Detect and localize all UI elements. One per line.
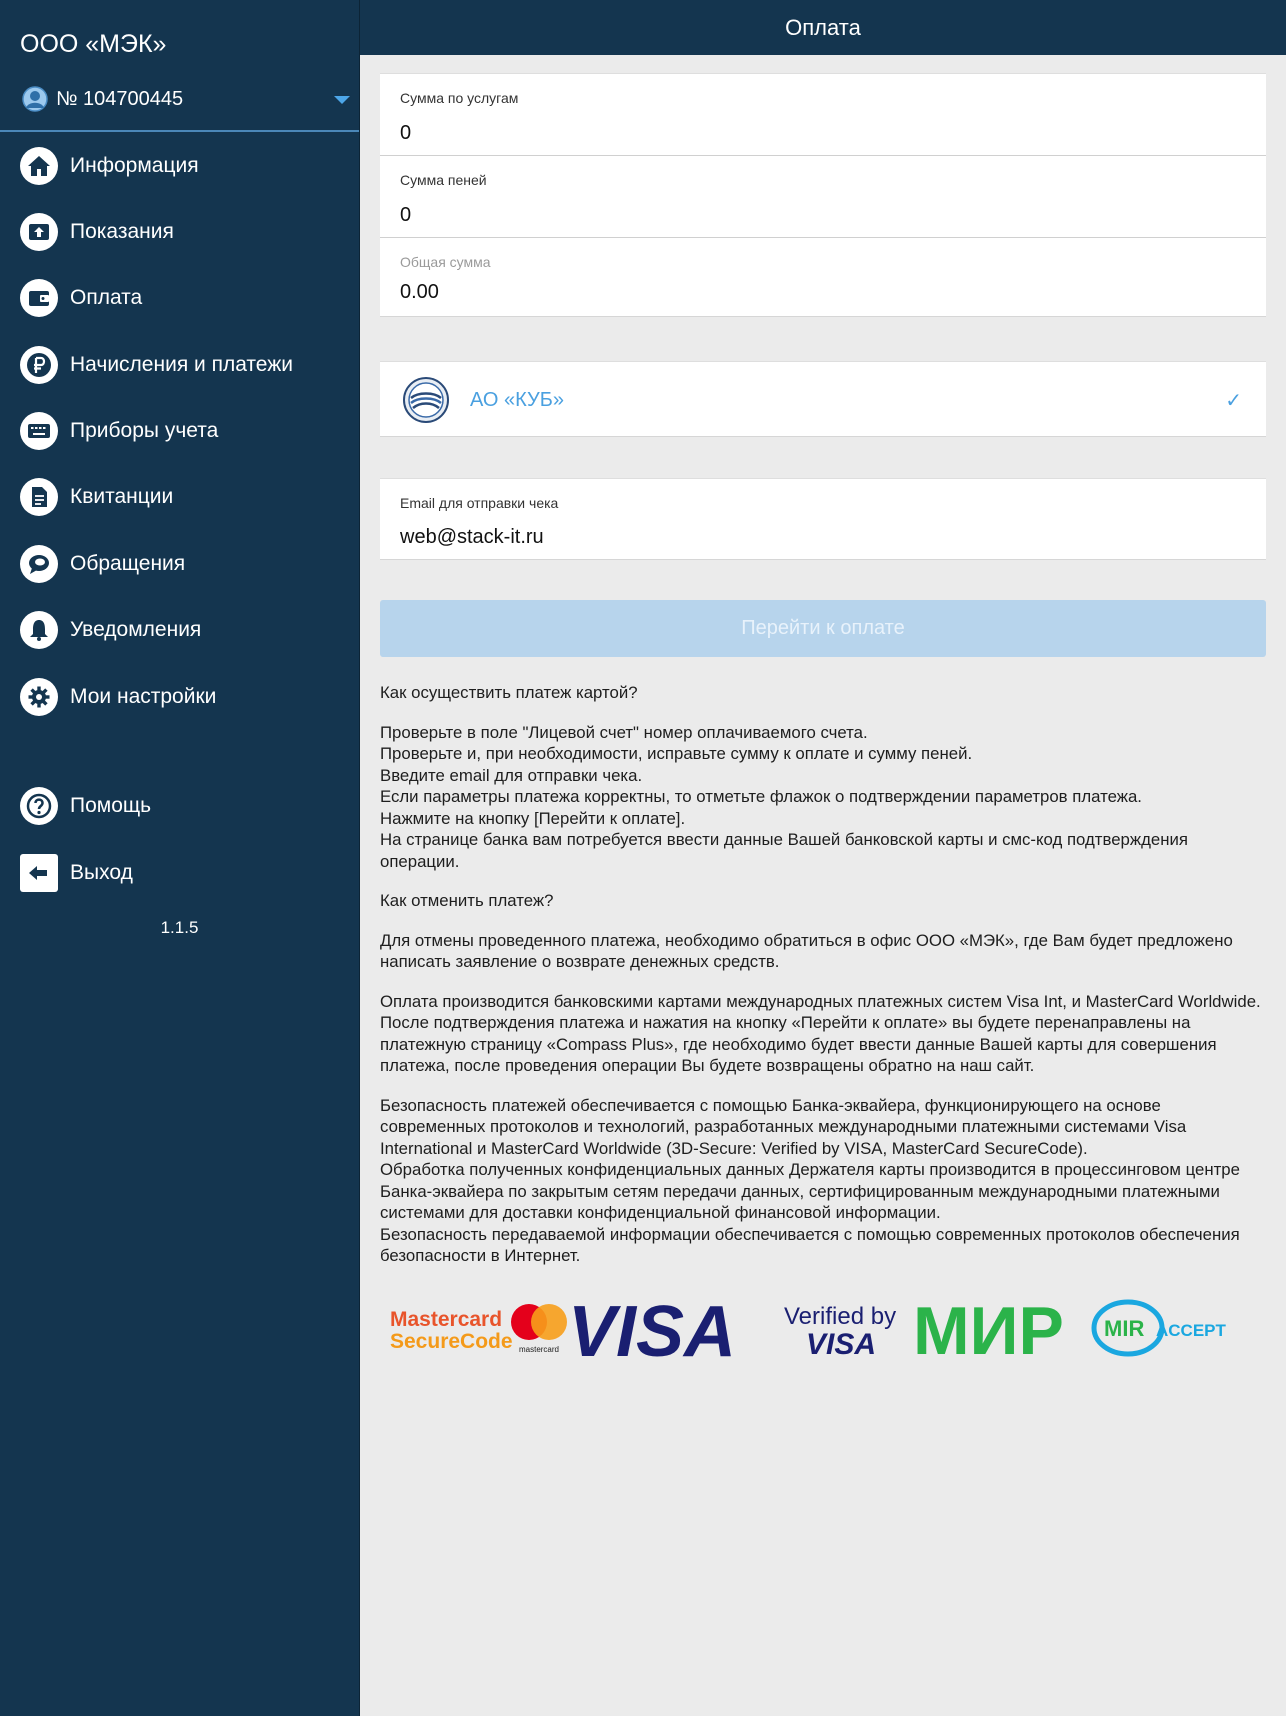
total-amount-field [380, 238, 1266, 316]
total-amount-label: Общая сумма [400, 254, 491, 270]
sidebar-item-readings[interactable] [20, 212, 174, 252]
mastercard-logo [511, 1304, 567, 1354]
security-text: Обработка полученных конфиденциальных данных Держателя карты производится в процессинговом центре Банка-эквайера по закрытым сетям передачи данных, сертифицированным международными платежными системами для доставки конфиденциальной финансовой информации. [380, 1160, 1240, 1222]
sidebar-item-payment[interactable] [20, 278, 142, 318]
payment-instructions [380, 682, 1270, 1285]
step-text: Проверьте и, при необходимости, исправьте сумму к оплате и сумму пеней. [380, 744, 973, 763]
help-label: Помощь [70, 794, 152, 817]
mir-accept-text-1: MIR [1104, 1316, 1145, 1341]
email-field[interactable] [380, 479, 1266, 559]
account-number: № 104700445 [56, 87, 184, 110]
sidebar-item-requests[interactable] [20, 544, 185, 584]
question-how-to-pay: Как осуществить платеж картой? [380, 683, 638, 702]
user-icon [22, 86, 48, 112]
security-text: Безопасность передаваемой информации обеспечивается с помощью современных протоколов обеспечения безопасности в Интернет. [380, 1224, 1240, 1265]
email-input[interactable]: web@stack-it.ru [400, 526, 544, 548]
bell-icon [20, 611, 58, 649]
keyboard-icon [20, 412, 58, 450]
home-icon [20, 147, 58, 185]
sidebar-item-label: Квитанции [70, 485, 174, 508]
payment-logos [388, 1294, 1268, 1364]
logout-label: Выход [70, 861, 133, 884]
sidebar-item-settings[interactable] [20, 677, 216, 717]
penalty-amount-label: Сумма пеней [400, 172, 487, 188]
sidebar-item-label: Мои настройки [70, 685, 217, 708]
sidebar-item-meters[interactable] [20, 411, 218, 451]
step-text: Если параметры платежа корректны, то отметьте флажок о подтверждении параметров платежа. [380, 787, 1142, 806]
wallet-icon [20, 279, 58, 317]
page-title: Оплата [360, 0, 1286, 55]
bank-logo-icon [402, 376, 450, 424]
security-text: Безопасность платежей обеспечивается с помощью Банка-эквайера, функционирующего на основе современных протоколов и технологий, разработанных международными платежными системами Visa International и MasterCard Worldwide (3D-Secure: Verified by VISA, MasterCard SecureCode). [380, 1095, 1187, 1158]
services-amount-input[interactable]: 0 [400, 122, 412, 144]
mir-accept-text-2: ACCEPT [1156, 1321, 1226, 1340]
sidebar [0, 0, 359, 1716]
account-selector[interactable] [22, 84, 352, 114]
logout-icon [20, 854, 58, 892]
sidebar-item-label: Начисления и платежи [70, 353, 294, 376]
step-text: Проверьте в поле "Лицевой счет" номер оплачиваемого счета. [380, 722, 868, 742]
sidebar-item-info[interactable] [20, 146, 199, 186]
penalty-amount-field[interactable] [380, 156, 1266, 238]
org-name: ООО «МЭК» [20, 30, 167, 58]
sidebar-item-notifications[interactable] [20, 610, 201, 650]
sidebar-item-label: Информация [70, 154, 199, 177]
verified-text-1: Verified by [784, 1303, 897, 1330]
help-icon [20, 787, 58, 825]
app-version: 1.1.5 [160, 918, 199, 937]
email-label: Email для отправки чека [400, 495, 559, 511]
sidebar-item-label: Оплата [70, 286, 143, 309]
step-text: Нажмите на кнопку [Перейти к оплате]. [380, 808, 686, 828]
amounts-card [380, 73, 1266, 317]
sidebar-border [359, 0, 360, 1716]
security-info [380, 1095, 1270, 1267]
mc-small-text: mastercard [518, 1345, 560, 1354]
sidebar-item-label: Обращения [70, 552, 186, 575]
bank-name: АО «КУБ» [470, 389, 564, 411]
ruble-icon [20, 346, 58, 384]
document-icon [20, 478, 58, 516]
cards-text: После подтверждения платежа и нажатия на кнопку «Перейти к оплате» вы будете перенаправлены на платежную страницу «Compass Plus», где необходимо будет ввести данные Вашей карты для совершения платежа, после проведения операции Вы будете возвращены обратно на наш сайт. [380, 1013, 1217, 1075]
check-icon: ✓ [1225, 390, 1242, 412]
mastercard-securecode-logo [390, 1308, 513, 1353]
steps-list [380, 722, 1270, 873]
go-to-payment-button[interactable]: Перейти к оплате [380, 600, 1266, 657]
verified-text-2: VISA [806, 1328, 877, 1361]
visa-logo: VISA [568, 1294, 737, 1364]
step-text: На странице банка вам потребуется ввести данные Вашей банковской карты и смс-код подтверждения операции. [380, 830, 1188, 871]
services-amount-field[interactable] [380, 74, 1266, 156]
sidebar-item-label: Приборы учета [70, 419, 219, 442]
sidebar-item-charges[interactable] [20, 345, 293, 385]
sidebar-item-logout[interactable] [20, 853, 133, 893]
upload-icon [20, 213, 58, 251]
bank-selector[interactable] [380, 361, 1266, 437]
verified-by-visa-logo [784, 1303, 896, 1361]
cards-text: Оплата производится банковскими картами международных платежных систем Visa Int, и MasterCard Worldwide. [380, 991, 1261, 1011]
chat-icon [20, 545, 58, 583]
mc-secure-text-2: SecureCode [390, 1330, 513, 1353]
email-card [380, 478, 1266, 560]
penalty-amount-input[interactable]: 0 [400, 204, 412, 226]
total-amount-value: 0.00 [400, 281, 439, 303]
question-how-to-cancel: Как отменить платеж? [380, 891, 554, 910]
gear-icon [20, 678, 58, 716]
sidebar-item-label: Показания [70, 220, 174, 243]
services-amount-label: Сумма по услугам [400, 90, 519, 106]
cards-info [380, 991, 1270, 1077]
sidebar-divider [0, 130, 359, 132]
mir-logo: МИР [913, 1294, 1064, 1364]
cancel-text: Для отмены проведенного платежа, необходимо обратиться в офис ООО «МЭК», где Вам будет предложено написать заявление о возврате денежных средств. [380, 930, 1233, 971]
sidebar-item-label: Уведомления [70, 618, 202, 641]
chevron-down-icon[interactable] [334, 96, 350, 104]
mc-secure-text-1: Mastercard [390, 1308, 503, 1331]
sidebar-item-receipts[interactable] [20, 477, 173, 517]
mir-accept-logo [1094, 1302, 1227, 1354]
step-text: Введите email для отправки чека. [380, 765, 643, 785]
sidebar-item-help[interactable] [20, 786, 151, 826]
